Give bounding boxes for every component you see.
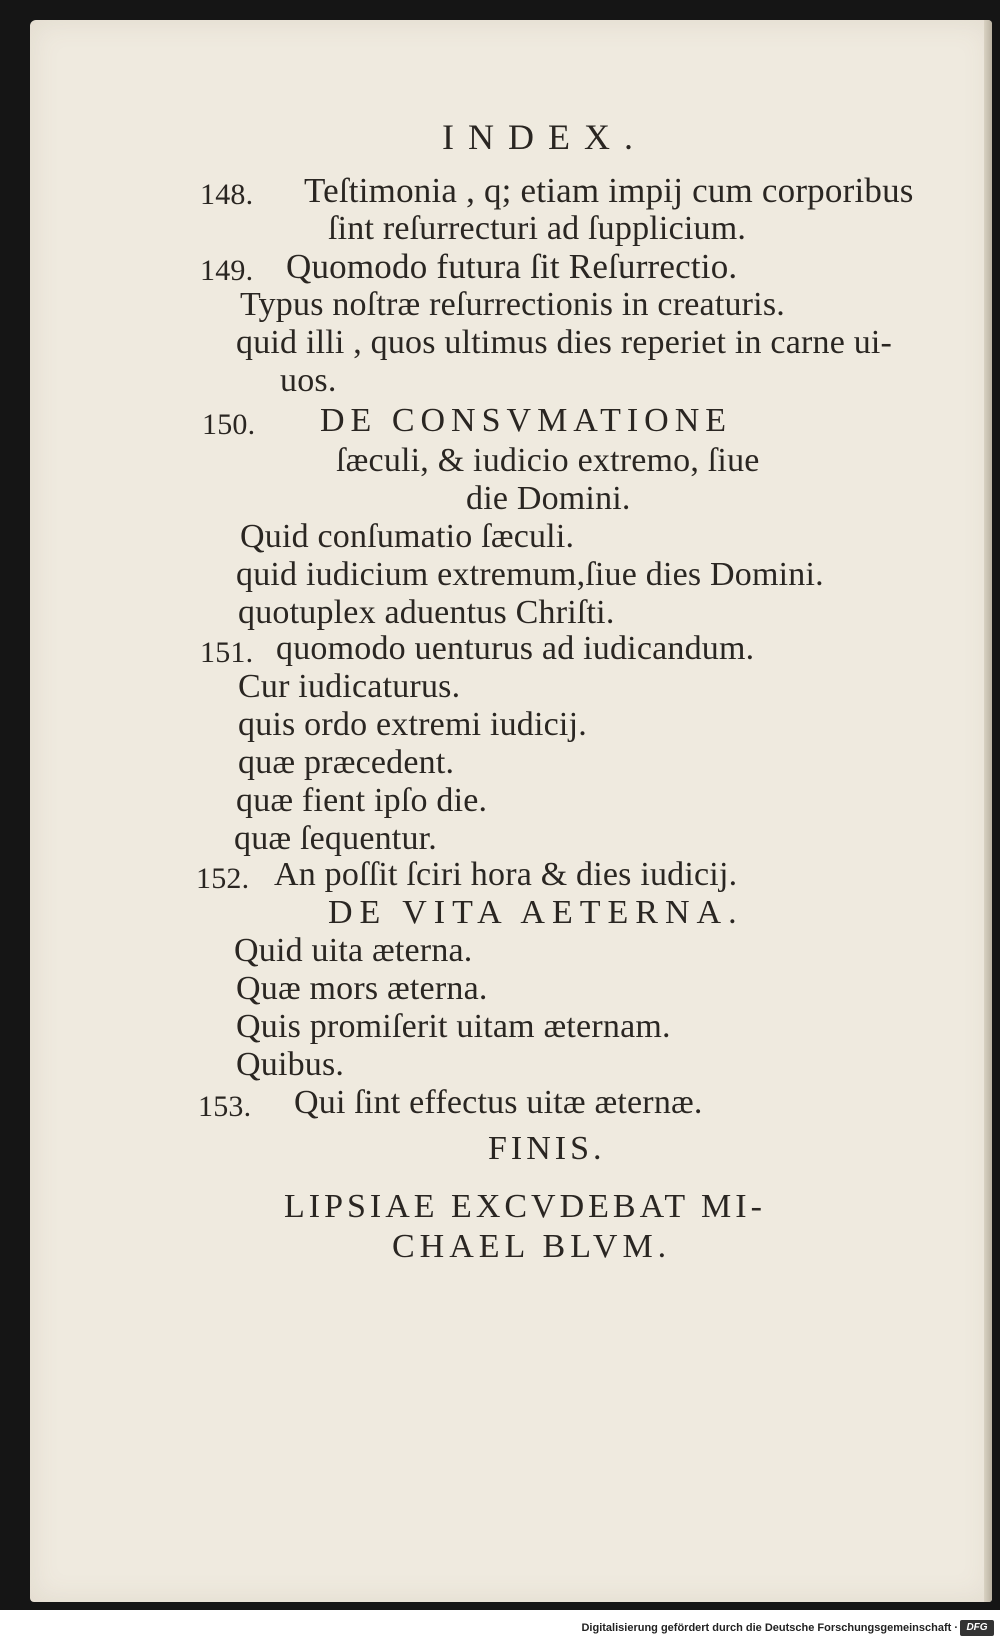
section-heading: DE VITA AETERNA.: [328, 894, 744, 931]
index-entry: Quæ mors æterna.: [236, 970, 488, 1007]
index-entry: quis ordo extremi iudicij.: [238, 706, 587, 743]
entry-number: 153.: [198, 1090, 252, 1123]
entry-number: 151.: [200, 636, 254, 669]
index-entry: quid illi , quos ultimus dies reperiet in carne ui-: [236, 324, 893, 361]
entry-number: 149.: [200, 254, 254, 287]
index-entry: quæ fient ipſo die.: [236, 782, 488, 819]
index-entry: ſint reſurrecturi ad ſupplicium.: [328, 210, 747, 247]
index-entry: Qui ſint effectus uitæ æternæ.: [294, 1084, 703, 1121]
page-header: INDEX.: [442, 117, 647, 157]
index-entry: Teſtimonia , q; etiam impij cum corporibus: [304, 171, 914, 210]
colophon: LIPSIAE EXCVDEBAT MI-: [284, 1188, 766, 1225]
section-heading: DE CONSVMATIONE: [320, 402, 733, 439]
index-entry: Quid uita æterna.: [234, 932, 473, 969]
index-entry: quæ præcedent.: [238, 744, 455, 781]
index-entry: ſæculi, & iudicio extremo, ſiue: [336, 442, 760, 479]
colophon: CHAEL BLVM.: [392, 1228, 672, 1265]
page-edge: [984, 20, 992, 1602]
entry-number: 150.: [202, 408, 256, 441]
dfg-logo-icon: DFG: [960, 1620, 994, 1636]
index-entry: Quomodo futura ſit Reſurrectio.: [286, 247, 738, 286]
index-entry: An poſſit ſciri hora & dies iudicij.: [274, 856, 738, 893]
funding-credit: Digitalisierung gefördert durch die Deutsche Forschungsgemeinschaft ·: [581, 1622, 958, 1634]
index-entry: Quibus.: [236, 1046, 345, 1083]
entry-number: 148.: [200, 178, 254, 211]
index-entry: quomodo uenturus ad iudicandum.: [276, 630, 755, 667]
index-entry: Quid conſumatio ſæculi.: [240, 518, 575, 555]
index-entry: Cur iudicaturus.: [238, 668, 461, 705]
index-entry: quæ ſequentur.: [234, 820, 437, 857]
index-entry: die Domini.: [466, 480, 631, 517]
entry-number: 152.: [196, 862, 250, 895]
index-entry: Typus noſtræ reſurrectionis in creaturis.: [240, 286, 785, 323]
index-entry: quotuplex aduentus Chriſti.: [238, 594, 615, 631]
footer-bar: [0, 1612, 1000, 1640]
book-page: [30, 20, 992, 1602]
index-entry: quid iudicium extremum,ſiue dies Domini.: [236, 556, 824, 593]
finis: FINIS.: [488, 1130, 606, 1167]
index-entry: Quis promiſerit uitam æternam.: [236, 1008, 671, 1045]
index-entry: uos.: [280, 362, 337, 399]
